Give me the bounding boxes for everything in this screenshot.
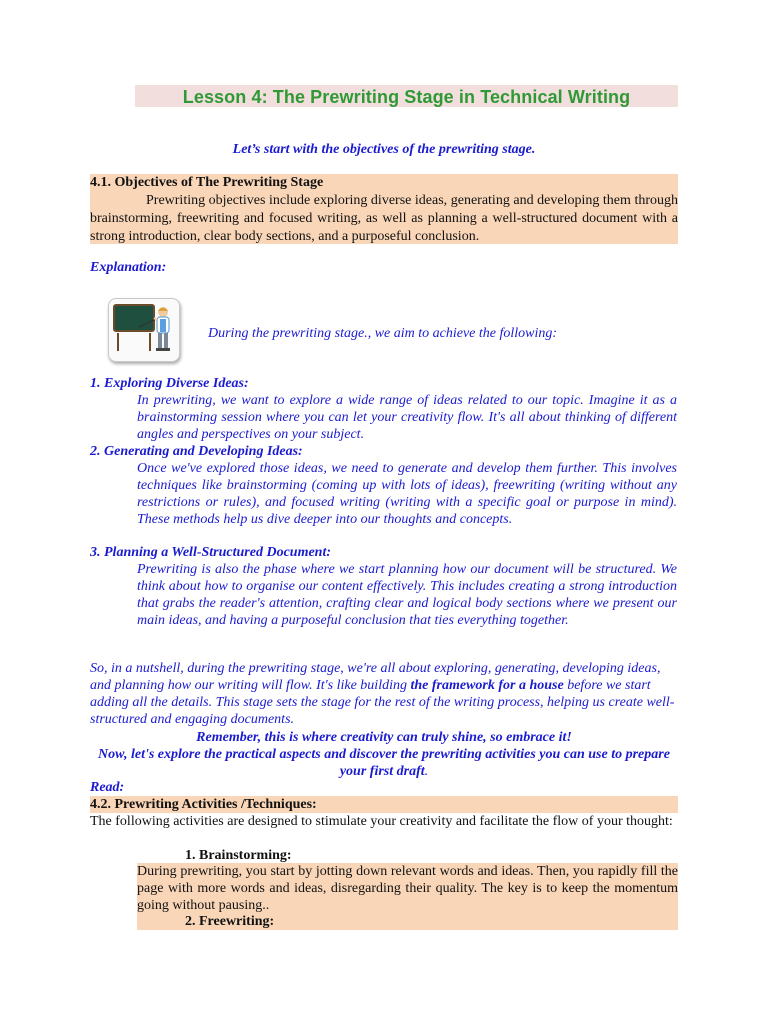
now-lets-text: Now, let's explore the practical aspects and discover the prewriting activities you can use to prepare your first draft <box>98 747 670 779</box>
objective-2-heading: 2. Generating and Developing Ideas: <box>90 444 303 459</box>
teacher-chalkboard-icon <box>108 298 180 362</box>
read-label: Read: <box>90 780 125 795</box>
objective-2-body: Once we've explored those ideas, we need to generate and develop them further. This involves techniques like brainstorming (coming up with lots of ideas), freewriting (writing without any restrictions or rules), and focused writing (writing with a specific goal or purpose in mind). These methods help us dive deeper into our thoughts and concepts. <box>137 461 677 527</box>
objective-1-body: In prewriting, we want to explore a wide range of ideas related to our topic. Imagine it as a brainstorming session where you can let your creativity flow. It's all about thinking of different angles and perspectives on your subject. <box>137 393 677 442</box>
objective-3-body: Prewriting is also the phase where we start planning how our document will be structured. We think about how to organise our content effectively. This includes creating a strong introduction that grabs the reader's attention, crafting clear and logical body sections where we present our main ideas, and having a purposeful conclusion that ties everything together. <box>137 562 677 628</box>
remember-line: Remember, this is where creativity can truly shine, so embrace it! <box>196 730 572 745</box>
teacher-chalkboard-graphic <box>109 299 179 361</box>
lesson-title-bar <box>135 85 678 107</box>
brainstorming-heading: 1. Brainstorming: <box>185 848 292 863</box>
objective-3-heading: 3. Planning a Well-Structured Document: <box>90 545 332 560</box>
nutshell-paragraph <box>90 660 680 728</box>
objectives-body: Prewriting objectives include exploring diverse ideas, generating and developing them through brainstorming, freewriting and focused writing, as well as planning a well-structured document with a strong introduction, clear body sections, and a purposeful conclusion. <box>90 193 678 244</box>
intro-line: Let’s start with the objectives of the prewriting stage. <box>232 142 536 157</box>
objectives-heading: 4.1. Objectives of The Prewriting Stage <box>90 175 324 190</box>
nutshell-text-end: before we start adding all the details. This stage sets the stage for the rest of the writing process, helping us create well-structured and engaging documents. <box>90 678 675 727</box>
activities-intro: The following activities are designed to stimulate your creativity and facilitate the flow of your thought: <box>90 814 673 829</box>
now-lets-line <box>90 746 678 780</box>
freewriting-heading: 2. Freewriting: <box>185 914 275 929</box>
objectives-section <box>90 174 678 244</box>
objective-1-heading: 1. Exploring Diverse Ideas: <box>90 376 249 391</box>
explanation-label: Explanation: <box>90 260 167 275</box>
activities-heading: 4.2. Prewriting Activities /Techniques: <box>90 796 678 813</box>
nutshell-text-start: So, in a nutshell, during the prewriting stage, we're all about exploring, generating, developing ideas, and planning how our writing will flow. It's like building <box>90 661 661 693</box>
aim-text: During the prewriting stage., we aim to achieve the following: <box>208 326 558 341</box>
remember-callout <box>90 729 678 780</box>
nutshell-emphasis: the framework for a house <box>410 678 564 693</box>
now-lets-period: . <box>424 764 429 779</box>
lesson-title: Lesson 4: The Prewriting Stage in Technical Writing <box>182 87 631 107</box>
brainstorming-body: During prewriting, you start by jotting down relevant words and ideas. Then, you rapidly fill the page with more words and ideas, disregarding their quality. The key is to keep the momentum going without pausing.. <box>137 864 678 913</box>
